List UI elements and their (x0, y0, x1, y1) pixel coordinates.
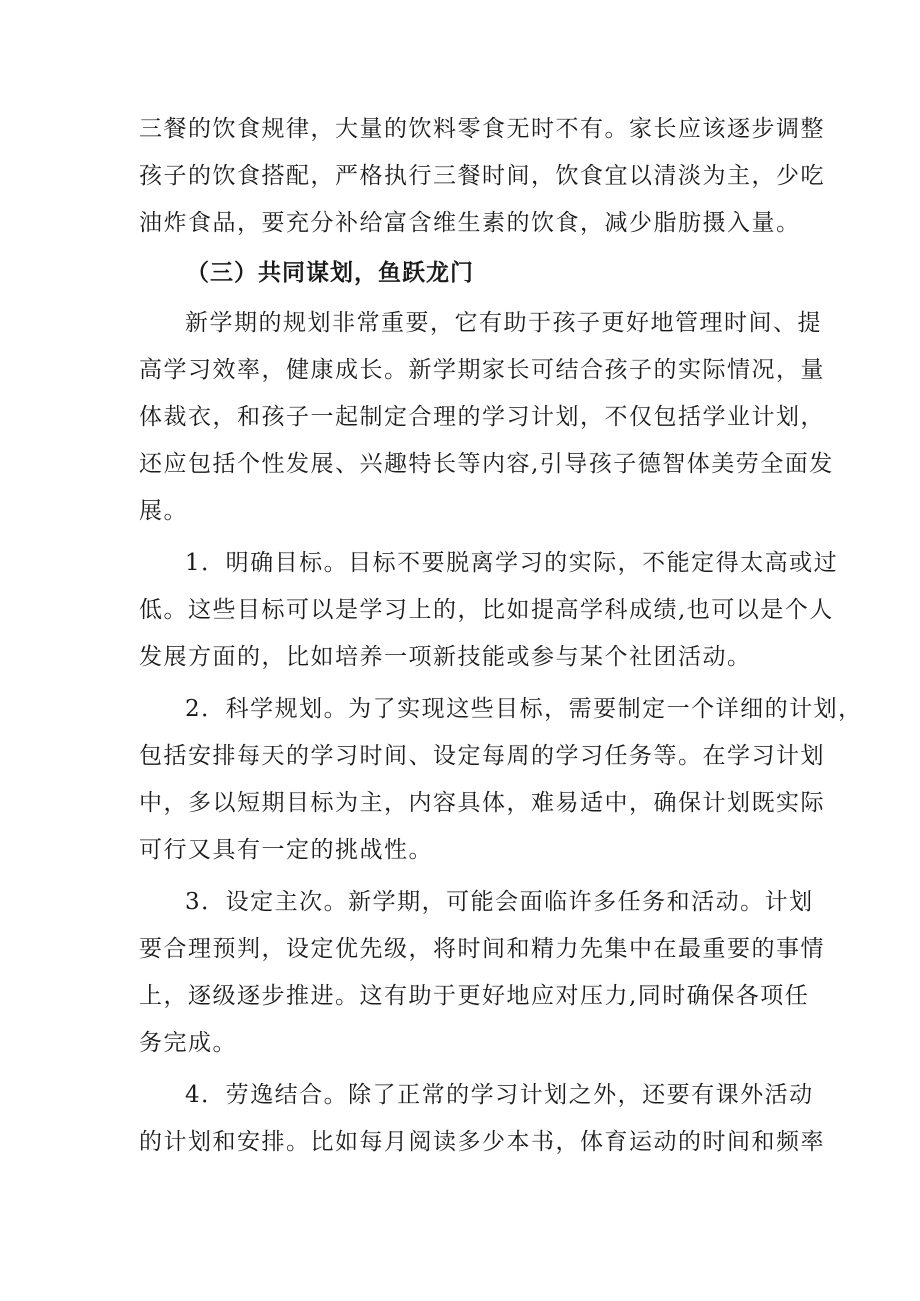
paragraph-line: 包括安排每天的学习时间、设定每周的学习任务等。在学习计划 (139, 743, 825, 769)
paragraph-line: 还应包括个性发展、兴趣特长等内容,引导孩子德智体美劳全面发 (139, 451, 834, 477)
paragraph-line: 体裁衣，和孩子一起制定合理的学习计划，不仅包括学业计划， (139, 404, 825, 430)
paragraph-line: 孩子的饮食搭配，严格执行三餐时间，饮食宜以清淡为主，少吃 (139, 163, 825, 189)
planning-paragraph (139, 300, 920, 535)
paragraph-line: 要合理预判，设定优先级，将时间和精力先集中在最重要的事情 (139, 936, 825, 962)
paragraph-line: 2．科学规划。为了实现这些目标，需要制定一个详细的计划， (185, 696, 863, 722)
paragraph-line: 可行又具有一定的挑战性。 (139, 837, 433, 863)
paragraph-line: 三餐的饮食规律，大量的饮料零食无时不有。家长应该逐步调整 (139, 116, 825, 142)
paragraph-line: 新学期的规划非常重要，它有助于孩子更好地管理时间、提 (185, 310, 822, 336)
section-heading: （三）共同谋划，鱼跃龙门 (186, 260, 474, 286)
list-item-3 (139, 879, 920, 1067)
list-item-2 (139, 686, 920, 874)
paragraph-line: 油炸食品，要充分补给富含维生素的饮食，减少脂肪摄入量。 (139, 210, 801, 236)
paragraph-line: 中，多以短期目标为主，内容具体，难易适中，确保计划既实际 (139, 790, 825, 816)
paragraph-line: 3．设定主次。新学期，可能会面临许多任务和活动。计划 (185, 889, 814, 915)
paragraph-line: 上，逐级逐步推进。这有助于更好地应对压力,同时确保各项任 (139, 983, 810, 1009)
paragraph-line: 务完成。 (139, 1030, 237, 1056)
list-item-4 (139, 1072, 920, 1166)
paragraph-line: 高学习效率，健康成长。新学期家长可结合孩子的实际情况，量 (139, 357, 825, 383)
paragraph-line: 发展方面的，比如培养一项新技能或参与某个社团活动。 (139, 644, 752, 670)
intro-paragraph (139, 106, 920, 247)
paragraph-line: 的计划和安排。比如每月阅读多少本书，体育运动的时间和频率 (139, 1129, 825, 1155)
paragraph-line: 1．明确目标。目标不要脱离学习的实际，不能定得太高或过 (185, 550, 839, 576)
list-item-1 (139, 540, 920, 681)
paragraph-line: 展。 (139, 498, 188, 524)
paragraph-line: 低。这些目标可以是学习上的，比如提高学科成绩,也可以是个人 (139, 597, 834, 623)
paragraph-line: 4．劳逸结合。除了正常的学习计划之外，还要有课外活动 (185, 1082, 814, 1108)
